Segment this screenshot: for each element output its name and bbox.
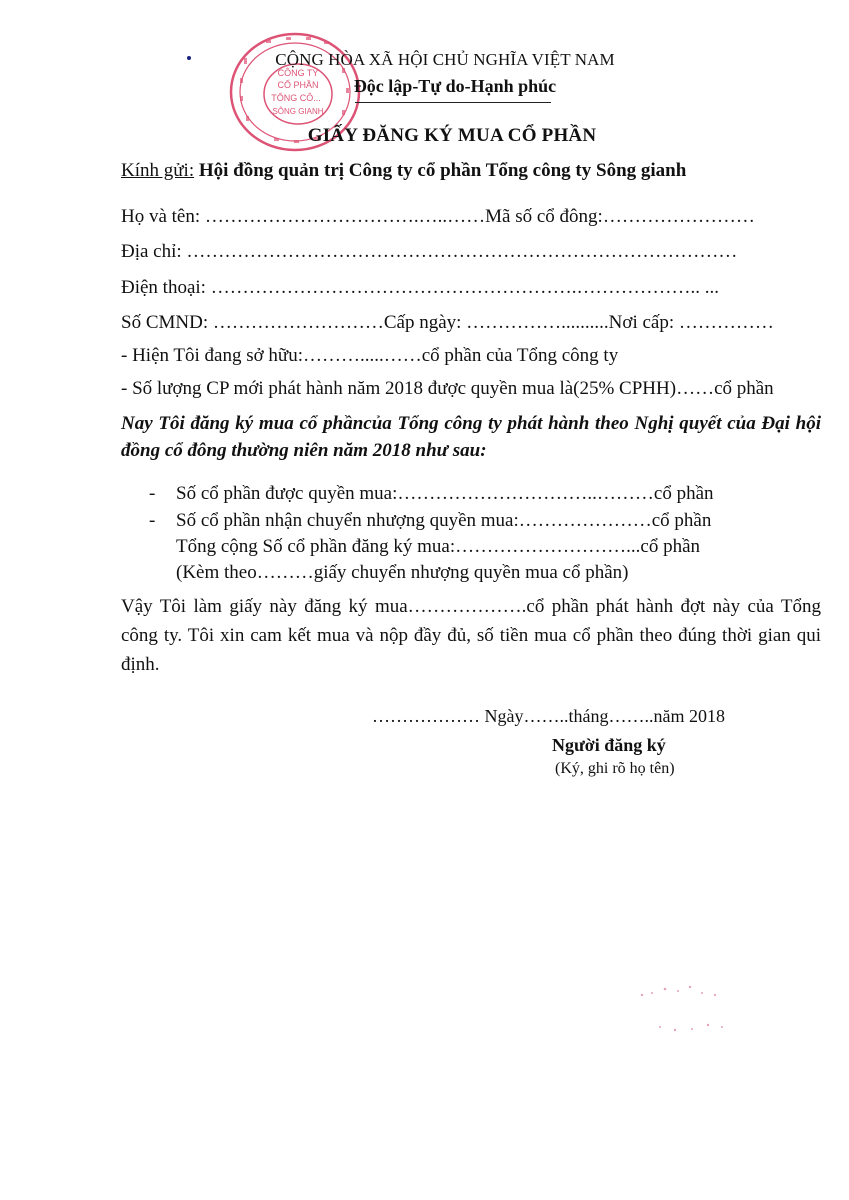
entitled-purchase-field[interactable]: Số cổ phần được quyền mua:…………………………..………cổ phần (176, 483, 714, 504)
owned-shares-line[interactable]: - Hiện Tôi đang sở hữu:……….....……cổ phần của Tổng công ty (121, 345, 619, 366)
national-motto: Độc lập-Tự do-Hạnh phúc (353, 76, 557, 96)
recipient-value: Hội đồng quản trị Công ty cổ phần Tổng công ty Sông gianh (198, 160, 687, 181)
entitled-shares-line[interactable]: - Số lượng CP mới phát hành năm 2018 được quyền mua là(25% CPHH)……cổ phần (121, 378, 774, 399)
transferred-rights-field[interactable]: Số cổ phần nhận chuyển nhượng quyền mua:…………………cổ phần (176, 510, 712, 531)
signer-title: Người đăng ký (552, 735, 666, 755)
name-field[interactable]: Họ và tên: …………………………….…..……Mã số cổ đông:…………………… (121, 206, 755, 227)
form-title: GIẤY ĐĂNG KÝ MUA CỔ PHẦN (307, 125, 597, 146)
header-divider (355, 102, 551, 103)
commitment-paragraph: Vậy Tôi làm giấy này đăng ký mua……………….cổ phần phát hành đợt này của Tổng công ty. Tôi xin cam kết mua và nộp đầy đủ, số tiền mua cổ phần theo đúng thời gian qui định. (121, 596, 821, 675)
svg-text:SÔNG GIANH: SÔNG GIANH (272, 107, 324, 116)
phone-field[interactable]: Điện thoại: ………………………………………………….……………….. ... (121, 277, 719, 298)
svg-text:TỔNG CÔ...: TỔNG CÔ... (271, 93, 321, 103)
list-bullet: - (149, 483, 156, 504)
signature-date-line[interactable]: ……………… Ngày……..tháng……..năm 2018 (372, 706, 725, 726)
svg-text:CỔ PHẦN: CỔ PHẦN (277, 80, 319, 90)
total-registered-field[interactable]: Tổng cộng Số cổ phần đăng ký mua:………………………...cổ phần (176, 536, 701, 557)
signer-instruction: (Ký, ghi rõ họ tên) (555, 760, 675, 777)
scan-speckle-marks (630, 975, 740, 1045)
id-card-field[interactable]: Số CMND: ………………………Cấp ngày: ……………..........Nơi cấp: …………… (121, 312, 774, 333)
svg-text:CÔNG TY: CÔNG TY (277, 68, 319, 78)
recipient-label: Kính gửi: (121, 160, 195, 181)
country-header: CỘNG HÒA XÃ HỘI CHỦ NGHĨA VIỆT NAM (275, 50, 615, 69)
attachment-note-field[interactable]: (Kèm theo………giấy chuyển nhượng quyền mua cổ phần) (176, 562, 629, 583)
stray-ink-dot (187, 56, 191, 60)
recipient-line (121, 160, 686, 182)
address-field[interactable]: Địa chỉ: …………………………………………………………………………… (121, 241, 738, 262)
list-bullet: - (149, 510, 156, 531)
registration-notice: Nay Tôi đăng ký mua cổ phầncủa Tổng công ty phát hành theo Nghị quyết của Đại hội đồng cổ đông thường niên năm 2018 như sau: (121, 413, 821, 461)
